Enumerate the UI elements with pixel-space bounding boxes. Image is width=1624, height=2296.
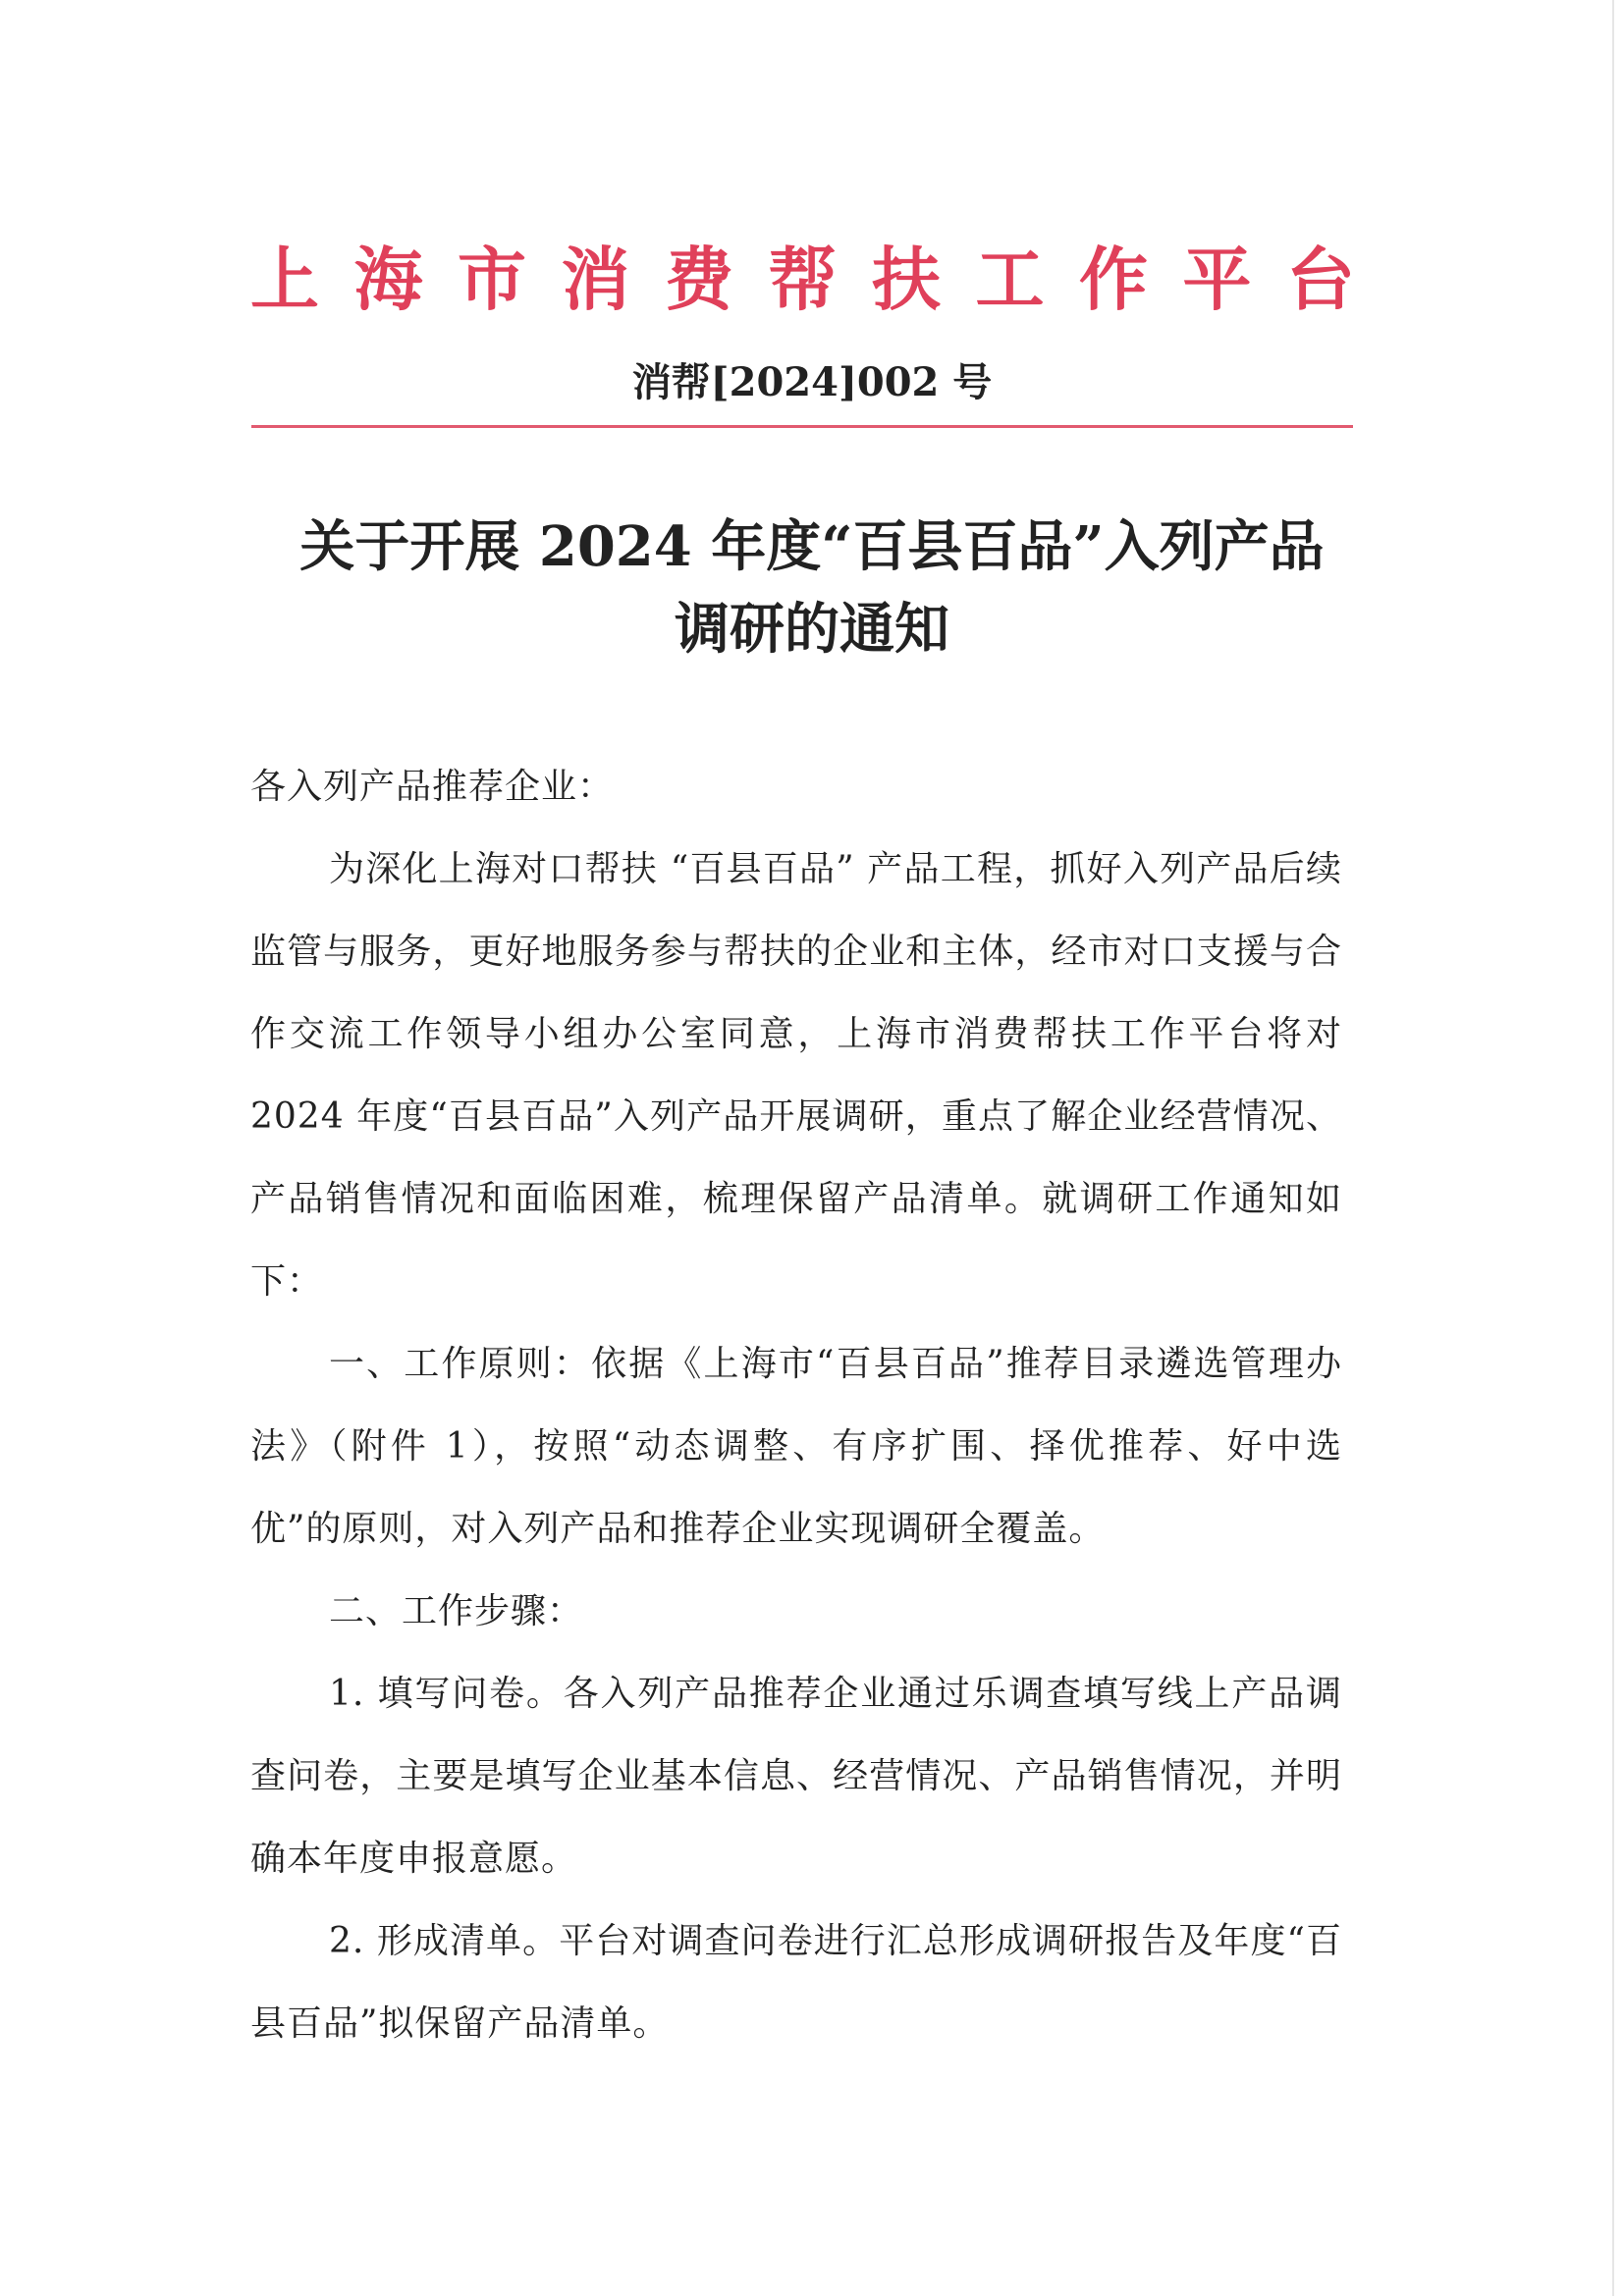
body-paragraph-steps-heading: 二、工作步骤：: [329, 1591, 584, 1631]
document-body: [250, 746, 1342, 2065]
red-divider-line: [251, 425, 1353, 428]
issuer-char: 帮: [768, 240, 838, 320]
title-line-2: 调研的通知: [675, 597, 949, 662]
document-title: [196, 506, 1428, 670]
issuer-char: 扶: [872, 240, 941, 320]
issuer-char: 海: [353, 240, 423, 320]
issuer-char: 平: [1182, 240, 1252, 320]
issuer-header: [250, 236, 1355, 324]
document-number: 消帮[2024]002 号: [631, 359, 993, 405]
salutation: 各入列产品推荐企业：: [250, 767, 615, 807]
title-line-1: 关于开展 2024 年度“百县百品”入列产品: [299, 514, 1325, 579]
issuer-char: 作: [1079, 240, 1148, 320]
issuer-char: 费: [665, 240, 733, 320]
issuer-char: 台: [1286, 240, 1355, 320]
issuer-char: 市: [458, 240, 526, 320]
body-paragraph-step-2: 2. 形成清单。平台对调查问卷进行汇总形成调研报告及年度“百县百品”拟保留产品清单。: [250, 1921, 1342, 2044]
scan-edge-line: [1612, 0, 1614, 2296]
issuer-char: 上: [250, 240, 319, 320]
body-paragraph-principles: 一、工作原则：依据《上海市“百县百品”推荐目录遴选管理办法》（附件 1），按照“动态调整、有序扩围、择优推荐、好中选优”的原则，对入列产品和推荐企业实现调研全覆盖。: [250, 1344, 1342, 1549]
issuer-char: 工: [975, 240, 1045, 320]
body-paragraph-step-1: 1. 填写问卷。各入列产品推荐企业通过乐调查填写线上产品调查问卷，主要是填写企业基本信息、经营情况、产品销售情况，并明确本年度申报意愿。: [250, 1674, 1342, 1879]
issuer-char: 消: [561, 240, 630, 320]
body-paragraph-intro: 为深化上海对口帮扶 “百县百品” 产品工程，抓好入列产品后续监管与服务，更好地服务参与帮扶的企业和主体，经市对口支援与合作交流工作领导小组办公室同意，上海市消费帮扶工作平台将对 2024 年度“百县百品”入列产品开展调研，重点了解企业经营情况、产品销售情况和面临困难，梳理保留产品清单。就调研工作通知如下：: [250, 849, 1342, 1302]
